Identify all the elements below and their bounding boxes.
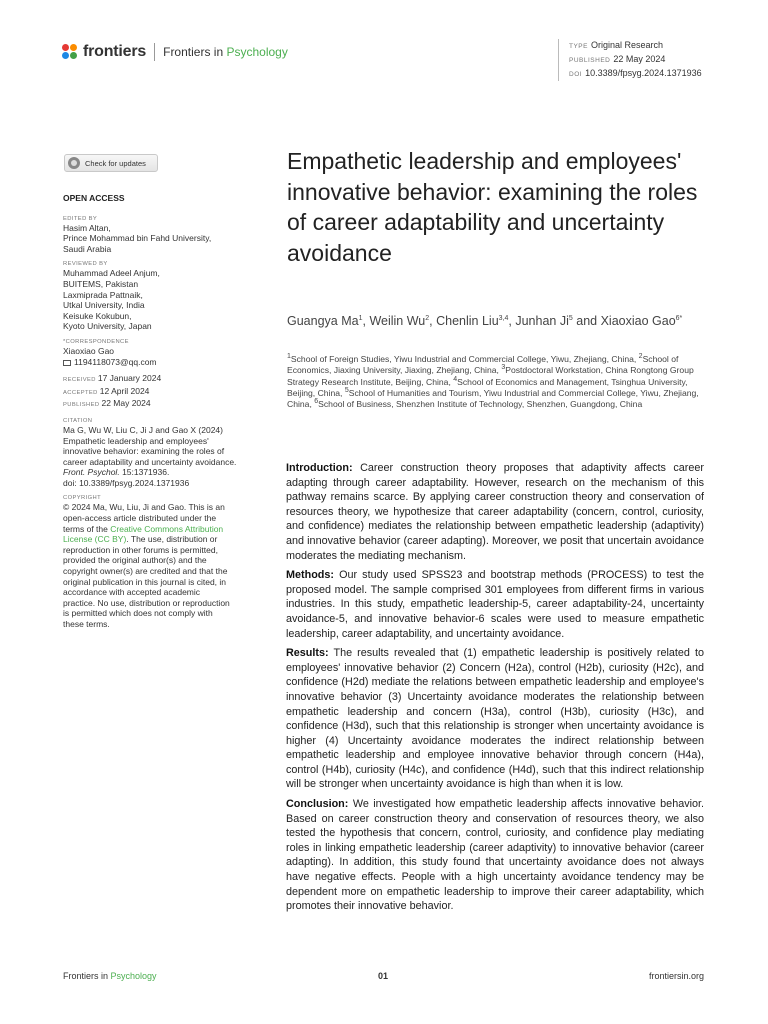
cc-license-link[interactable]: Creative Commons Attribution <box>110 523 224 534</box>
check-updates-icon <box>68 157 80 169</box>
page-number: 01 <box>378 971 389 981</box>
copyright-block: COPYRIGHT © 2024 Ma, Wu, Liu, Ji and Gao. This is an open-access article distributed under the terms of the Creative Commons Attribution License (CC BY). The use, distribution or reproduction in other forums is permitted, provided the original author(s) and the copyright owner(s) are credited and that the original publication in this journal is cited, in accordance with accepted academic practice. No use, distribution or reproduction is permitted which does not comply with these terms. <box>63 495 230 629</box>
abstract-conclusion: Conclusion: We investigated how empathetic leadership affects innovative behavior. Based on career construction theory and conservation of resources theory, we also tested the hypothesis that concern, control, curiosity, and confidence play mediating roles in linking empathetic leadership (career adaptivity) to innovative behavior (career adapting). In addition, this study found that uncertainty avoidance does not always have negative effects. People with a high uncertainty avoidance tendency may be dependent more on empathetic leadership to improve their career adaptability, which promotes their innovative behavior. <box>286 798 704 913</box>
check-updates-label: Check for updates <box>85 158 146 168</box>
open-access-label: OPEN ACCESS <box>63 193 125 203</box>
frontiers-logo-icon <box>62 44 78 60</box>
author[interactable]: Xiaoxiao Gao$^{6*}$ <box>600 314 683 328</box>
abstract-methods: Methods: Our study used SPSS23 and bootstrap methods (PROCESS) to test the proposed model. The sample comprised 301 employees from different firms in various industries. In this study, empathetic leadership-5, career adaptability-24, uncertainty avoidance-5, and innovative behavior-6 scales were used to measure empathetic leadership, career adaptability, and uncertainty avoidance. <box>286 569 704 640</box>
author-list: Guangya Ma$^1$, Weilin Wu$^2$, Chenlin Liu$^{3,4}$, Junhan Ji$^5$ and Xiaoxiao Gao$^{6*}$ <box>287 314 683 328</box>
cc-license-link-2[interactable]: License (CC BY) <box>63 534 127 545</box>
article-meta: TYPE Original Research PUBLISHED 22 May 2024 DOI 10.3389/fpsyg.2024.1371936 <box>558 39 702 81</box>
published-date: 22 May 2024 <box>613 54 666 64</box>
dates-block: RECEIVED 17 January 2024 ACCEPTED 12 April 2024 PUBLISHED 22 May 2024 <box>63 373 162 409</box>
brand-name: frontiers <box>83 43 147 60</box>
citation-doi[interactable]: doi: 10.3389/fpsyg.2024.1371936 <box>63 477 190 488</box>
reviewed-by-block: REVIEWED BY Muhammad Adeel Anjum, BUITEMS, Pakistan Laxmiprada Pattnaik, Utkal University, India Keisuke Kokubun, Kyoto University, Japan <box>63 261 160 332</box>
article-type: Original Research <box>590 40 664 50</box>
article-title: Empathetic leadership and employees' innovative behavior: examining the roles of career adaptability and uncertainty avoidance <box>287 148 698 266</box>
affiliations: $^1$School of Foreign Studies, Yiwu Industrial and Commercial College, Yiwu, Zhejiang, China, $^2$School of Economics, Jiaxing University, Jiaxing, Zhejiang, China, $^3$Postdoctoral Workstation, China Rongtong Group Strategy Research Institute, Beijing, China, $^4$School of Economics and Management, Tsinghua University, Beijing, China, $^5$School of Humanities and Tourism, Yiwu Industrial and Commercial College, Yiwu, Zhejiang, China, $^6$School of Business, Shenzhen Institute of Technology, Shenzhen, Guangdong, China <box>287 353 699 410</box>
author[interactable]: Junhan Ji$^5$ <box>515 314 573 328</box>
mail-icon <box>63 360 71 366</box>
edited-by-block: EDITED BY Hasim Altan, Prince Mohammad bin Fahd University, Saudi Arabia <box>63 215 212 254</box>
correspondence-block: *CORRESPONDENCE Xiaoxiao Gao 1194118073@qq.com <box>63 338 157 367</box>
journal-title: Frontiers in Psychology <box>163 45 288 59</box>
frontiers-logo[interactable] <box>62 42 288 62</box>
author[interactable]: Chenlin Liu$^{3,4}$ <box>436 314 509 328</box>
logo-divider <box>154 43 155 61</box>
abstract-introduction: Introduction: Career construction theory proposes that adaptivity affects career adapting through career adaptability. However, research on the mechanism of this pathway remains scarce. By applying career construction theory and conservation of resources theory, we hypothesize that career adaptability (concern, control, curiosity, and confidence) mediates the relationship between empathetic leadership (adaptivity) and innovative behavior (career adapting). Moreover, we posit that uncertain avoidance moderates the mediating mechanism. <box>286 462 704 562</box>
check-updates-button[interactable] <box>64 154 158 172</box>
abstract-results: Results: The results revealed that (1) empathetic leadership is positively related to employees' innovative behavior (2) Concern (H2a), control (H2b), curiosity (H2c), and confidence (H2d) mediate the relations between empathetic leadership and employee's innovative behavior (3) Uncertainty avoidance moderates the relationship between empathetic leadership and concern (H3a), control (H3b), curiosity (H3c), and confidence (H3d), such that this relationship is stronger when uncertainty avoidance is higher (4) Uncertainty avoidance moderates the indirect relationship between empathetic leadership and employee innovative behavior through concern (H4a), control (H4b), curiosity (H4c), and confidence (H4d), such that this indirect relationship will be stronger when uncertainty avoidance is high than when it is low. <box>286 647 704 791</box>
footer-site-link[interactable]: frontiersin.org <box>648 971 704 981</box>
correspondence-email[interactable]: 1194118073@qq.com <box>74 356 157 367</box>
sidebar <box>63 193 263 636</box>
author[interactable]: Guangya Ma$^1$ <box>287 314 363 328</box>
abstract <box>286 461 704 919</box>
author[interactable]: Weilin Wu$^2$ <box>369 314 430 328</box>
doi-link[interactable]: 10.3389/fpsyg.2024.1371936 <box>585 68 702 78</box>
citation-block: CITATION Ma G, Wu W, Liu C, Ji J and Gao X (2024) Empathetic leadership and employees' innovative behavior: examining the roles of career adaptability and uncertainty avoidance. Front. Psychol. 15:1371936. doi: 10.3389/fpsyg.2024.1371936 <box>63 417 263 489</box>
footer-journal: Frontiers in Psychology <box>63 971 157 981</box>
